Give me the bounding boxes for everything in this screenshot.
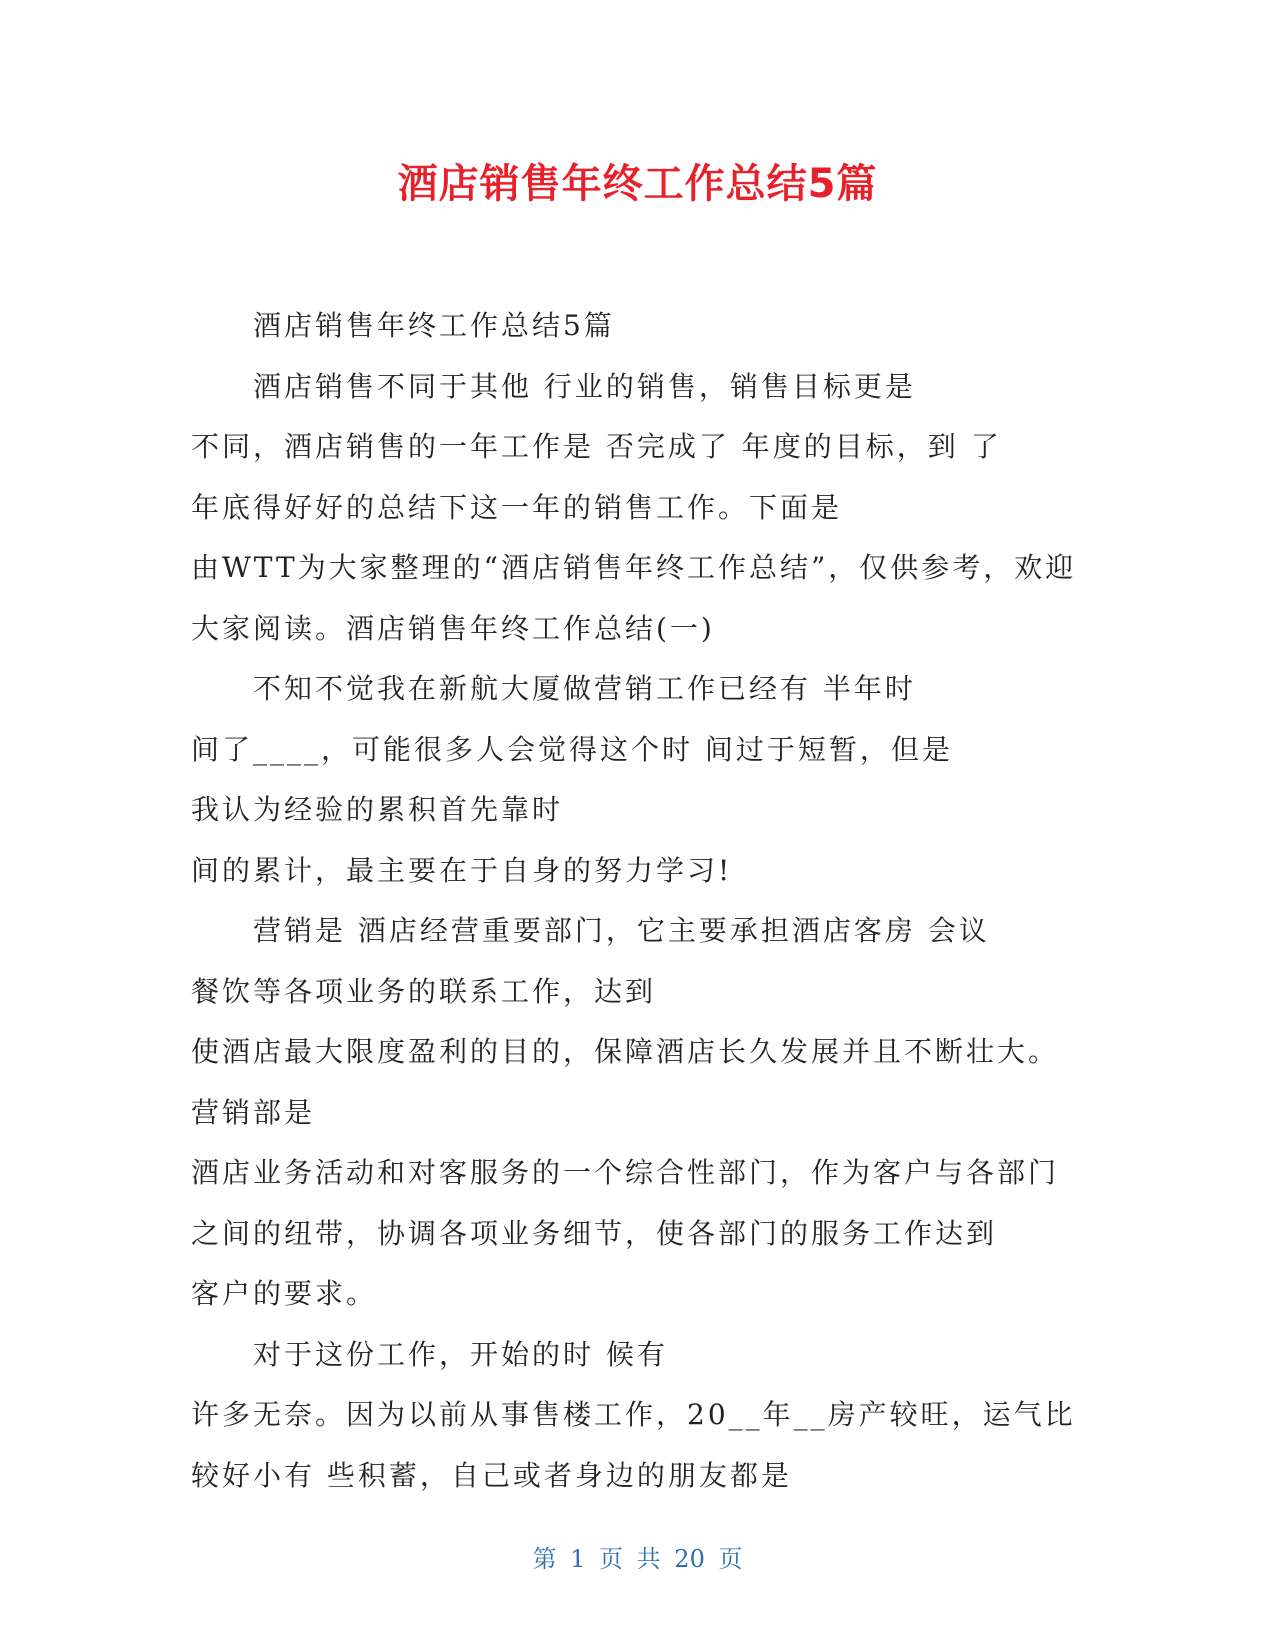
text-line: 较好小有 些积蓄，自己或者身边的朋友都是 [191,1458,792,1492]
text-line: 营销是 酒店经营重要部门，它主要承担酒店客房 会议 [253,914,990,947]
text-line: 由WTT为大家整理的“酒店销售年终工作总结”，仅供参考，欢迎 [191,551,1077,584]
text-line: 年底得好好的总结下这一年的销售工作。下面是 [191,490,843,524]
text-line: 酒店销售不同于其他 行业的销售，销售目标更是 [253,369,916,403]
text-line: 之间的纽带，协调各项业务细节，使各部门的服务工作达到 [191,1216,998,1250]
text-line: 间的累计，最主要在于自身的努力学习! [191,853,733,887]
document-body [191,296,1091,1506]
text-line: 营销部是 [191,1095,316,1129]
text-line: 我认为经验的累积首先靠时 [191,793,564,826]
text-line: 酒店销售年终工作总结5篇 [253,309,615,342]
text-line: 酒店业务活动和对客服务的一个综合性部门，作为客户与各部门 [191,1156,1060,1189]
text-line: 使酒店最大限度盈利的目的，保障酒店长久发展并且不断壮大。 [191,1035,1060,1068]
text-line: 大家阅读。酒店销售年终工作总结(一) [191,611,715,645]
text-line: 不知不觉我在新航大厦做营销工作已经有 半年时 [253,672,916,705]
text-line: 客户的要求。 [191,1277,378,1310]
page-title: 酒店销售年终工作总结5篇 [397,161,878,207]
text-line: 间了____，可能很多人会觉得这个时 间过于短暂，但是 [191,732,953,766]
text-line: 不同，酒店销售的一年工作是 否完成了 年度的目标，到 了 [191,430,1002,463]
text-line: 对于这份工作，开始的时 候有 [253,1337,668,1371]
text-line: 餐饮等各项业务的联系工作，达到 [191,974,657,1008]
page-footer: 第 1 页 共 20 页 [532,1545,743,1573]
text-line: 许多无奈。因为以前从事售楼工作，20__年__房产较旺，运气比 [191,1398,1076,1431]
